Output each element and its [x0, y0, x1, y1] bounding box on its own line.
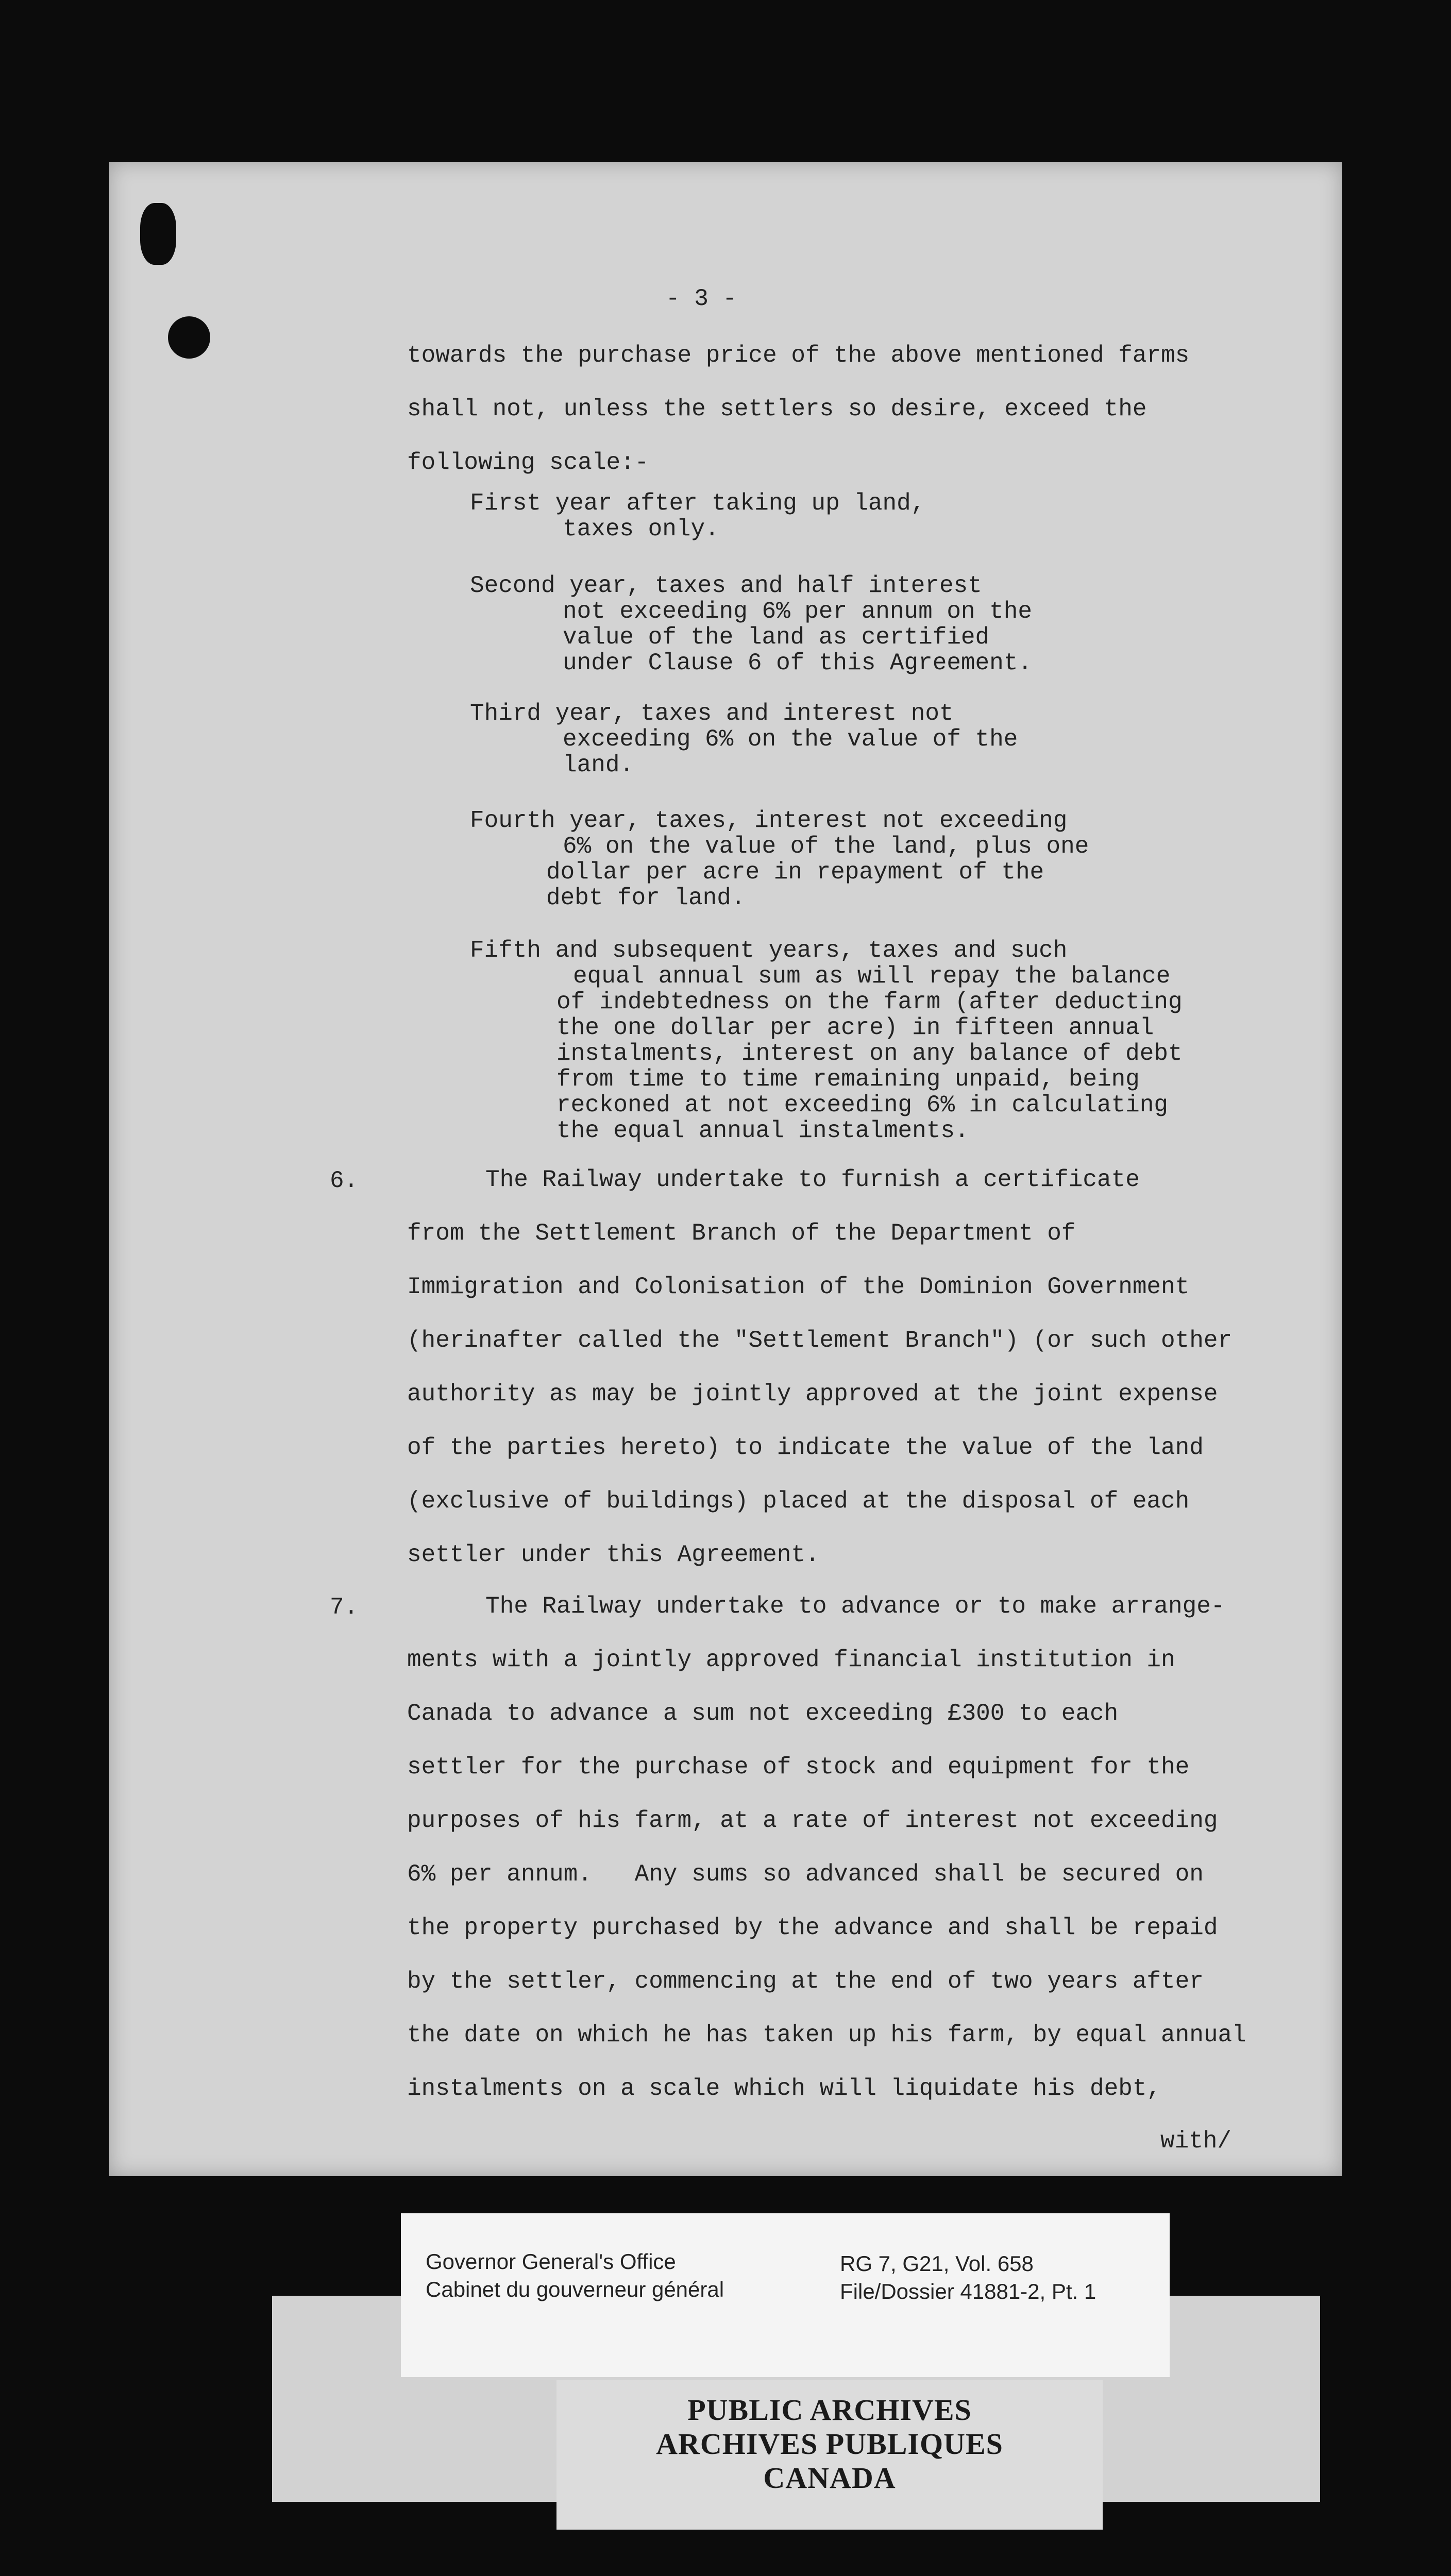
clause-7-line: settler for the purchase of stock and equipment for the — [407, 1754, 1190, 1781]
intro-line-3: following scale:- — [407, 449, 649, 476]
stamp-line-1: PUBLIC ARCHIVES — [687, 2393, 972, 2427]
document-page — [109, 162, 1342, 2176]
clause-6-line: from the Settlement Branch of the Department of — [407, 1220, 1076, 1247]
record-group-ref: RG 7, G21, Vol. 658 — [840, 2251, 1034, 2276]
schedule-third-line: exceeding 6% on the value of the — [563, 726, 1018, 753]
schedule-first-lead: First year after taking up land, — [470, 490, 925, 517]
schedule-fifth-line: the equal annual instalments. — [556, 1117, 969, 1144]
schedule-fourth-line: dollar per acre in repayment of the — [546, 859, 1044, 886]
clause-6-line: (exclusive of buildings) placed at the disposal of each — [407, 1488, 1190, 1515]
catchword: with/ — [1160, 2128, 1232, 2155]
schedule-fifth-line: the one dollar per acre) in fifteen annual — [556, 1014, 1154, 1041]
schedule-fourth-lead: Fourth year, taxes, interest not exceeding — [470, 807, 1068, 834]
schedule-fourth-line: debt for land. — [546, 885, 746, 911]
schedule-fifth-line: instalments, interest on any balance of debt — [556, 1040, 1183, 1067]
clause-7-line: instalments on a scale which will liquidate his debt, — [407, 2075, 1161, 2102]
schedule-fifth-line: equal annual sum as will repay the balance — [573, 963, 1171, 990]
clause-7-line: 6% per annum. Any sums so advanced shall be secured on — [407, 1861, 1204, 1888]
office-name-fr: Cabinet du gouverneur général — [426, 2277, 724, 2301]
schedule-second-line: under Clause 6 of this Agreement. — [563, 650, 1032, 676]
clause-7-line: the date on which he has taken up his farm, by equal annual — [407, 2022, 1246, 2048]
schedule-third-line: land. — [563, 752, 634, 778]
file-ref: File/Dossier 41881-2, Pt. 1 — [840, 2279, 1096, 2303]
intro-line-1: towards the purchase price of the above mentioned farms — [407, 342, 1190, 369]
clause-7-number: 7. — [330, 1594, 359, 1621]
clause-7-line: ments with a jointly approved financial institution in — [407, 1647, 1175, 1673]
archives-stamp — [556, 2380, 1103, 2530]
clause-7-line: purposes of his farm, at a rate of interest not exceeding — [407, 1807, 1218, 1834]
schedule-fourth-line: 6% on the value of the land, plus one — [563, 833, 1089, 860]
intro-line-2: shall not, unless the settlers so desire, exceed the — [407, 396, 1147, 422]
stamp-line-2: ARCHIVES PUBLIQUES — [656, 2427, 1003, 2461]
schedule-second-lead: Second year, taxes and half interest — [470, 572, 982, 599]
schedule-fifth-line: of indebtedness on the farm (after deducting — [556, 989, 1183, 1015]
clause-6-number: 6. — [330, 1167, 359, 1194]
clause-7-line: by the settler, commencing at the end of two years after — [407, 1968, 1204, 1995]
clause-6-line: settler under this Agreement. — [407, 1541, 820, 1568]
schedule-fifth-line: reckoned at not exceeding 6% in calculating — [556, 1092, 1168, 1118]
stamp-line-3: CANADA — [763, 2461, 896, 2495]
clause-6-line: (herinafter called the "Settlement Branch") (or such other — [407, 1327, 1233, 1354]
page-number: - 3 - — [666, 285, 737, 312]
schedule-fifth-line: from time to time remaining unpaid, being — [556, 1066, 1140, 1093]
office-name-en: Governor General's Office — [426, 2249, 676, 2274]
punch-hole-top — [140, 203, 176, 265]
schedule-second-line: value of the land as certified — [563, 624, 990, 651]
clause-6-line: The Railway undertake to furnish a certificate — [485, 1166, 1140, 1193]
schedule-second-line: not exceeding 6% per annum on the — [563, 598, 1032, 625]
schedule-third-lead: Third year, taxes and interest not — [470, 700, 954, 727]
archive-reference-label — [401, 2213, 1170, 2377]
clause-7-line: the property purchased by the advance and shall be repaid — [407, 1914, 1218, 1941]
clause-6-line: authority as may be jointly approved at the joint expense — [407, 1381, 1218, 1408]
punch-hole-middle — [168, 316, 210, 359]
schedule-first-line: taxes only. — [563, 516, 719, 543]
clause-7-line: Canada to advance a sum not exceeding £300 to each — [407, 1700, 1119, 1727]
clause-6-line: Immigration and Colonisation of the Dominion Government — [407, 1274, 1190, 1300]
clause-6-line: of the parties hereto) to indicate the value of the land — [407, 1434, 1204, 1461]
schedule-fifth-lead: Fifth and subsequent years, taxes and such — [470, 937, 1068, 964]
clause-7-line: The Railway undertake to advance or to make arrange- — [485, 1593, 1225, 1620]
